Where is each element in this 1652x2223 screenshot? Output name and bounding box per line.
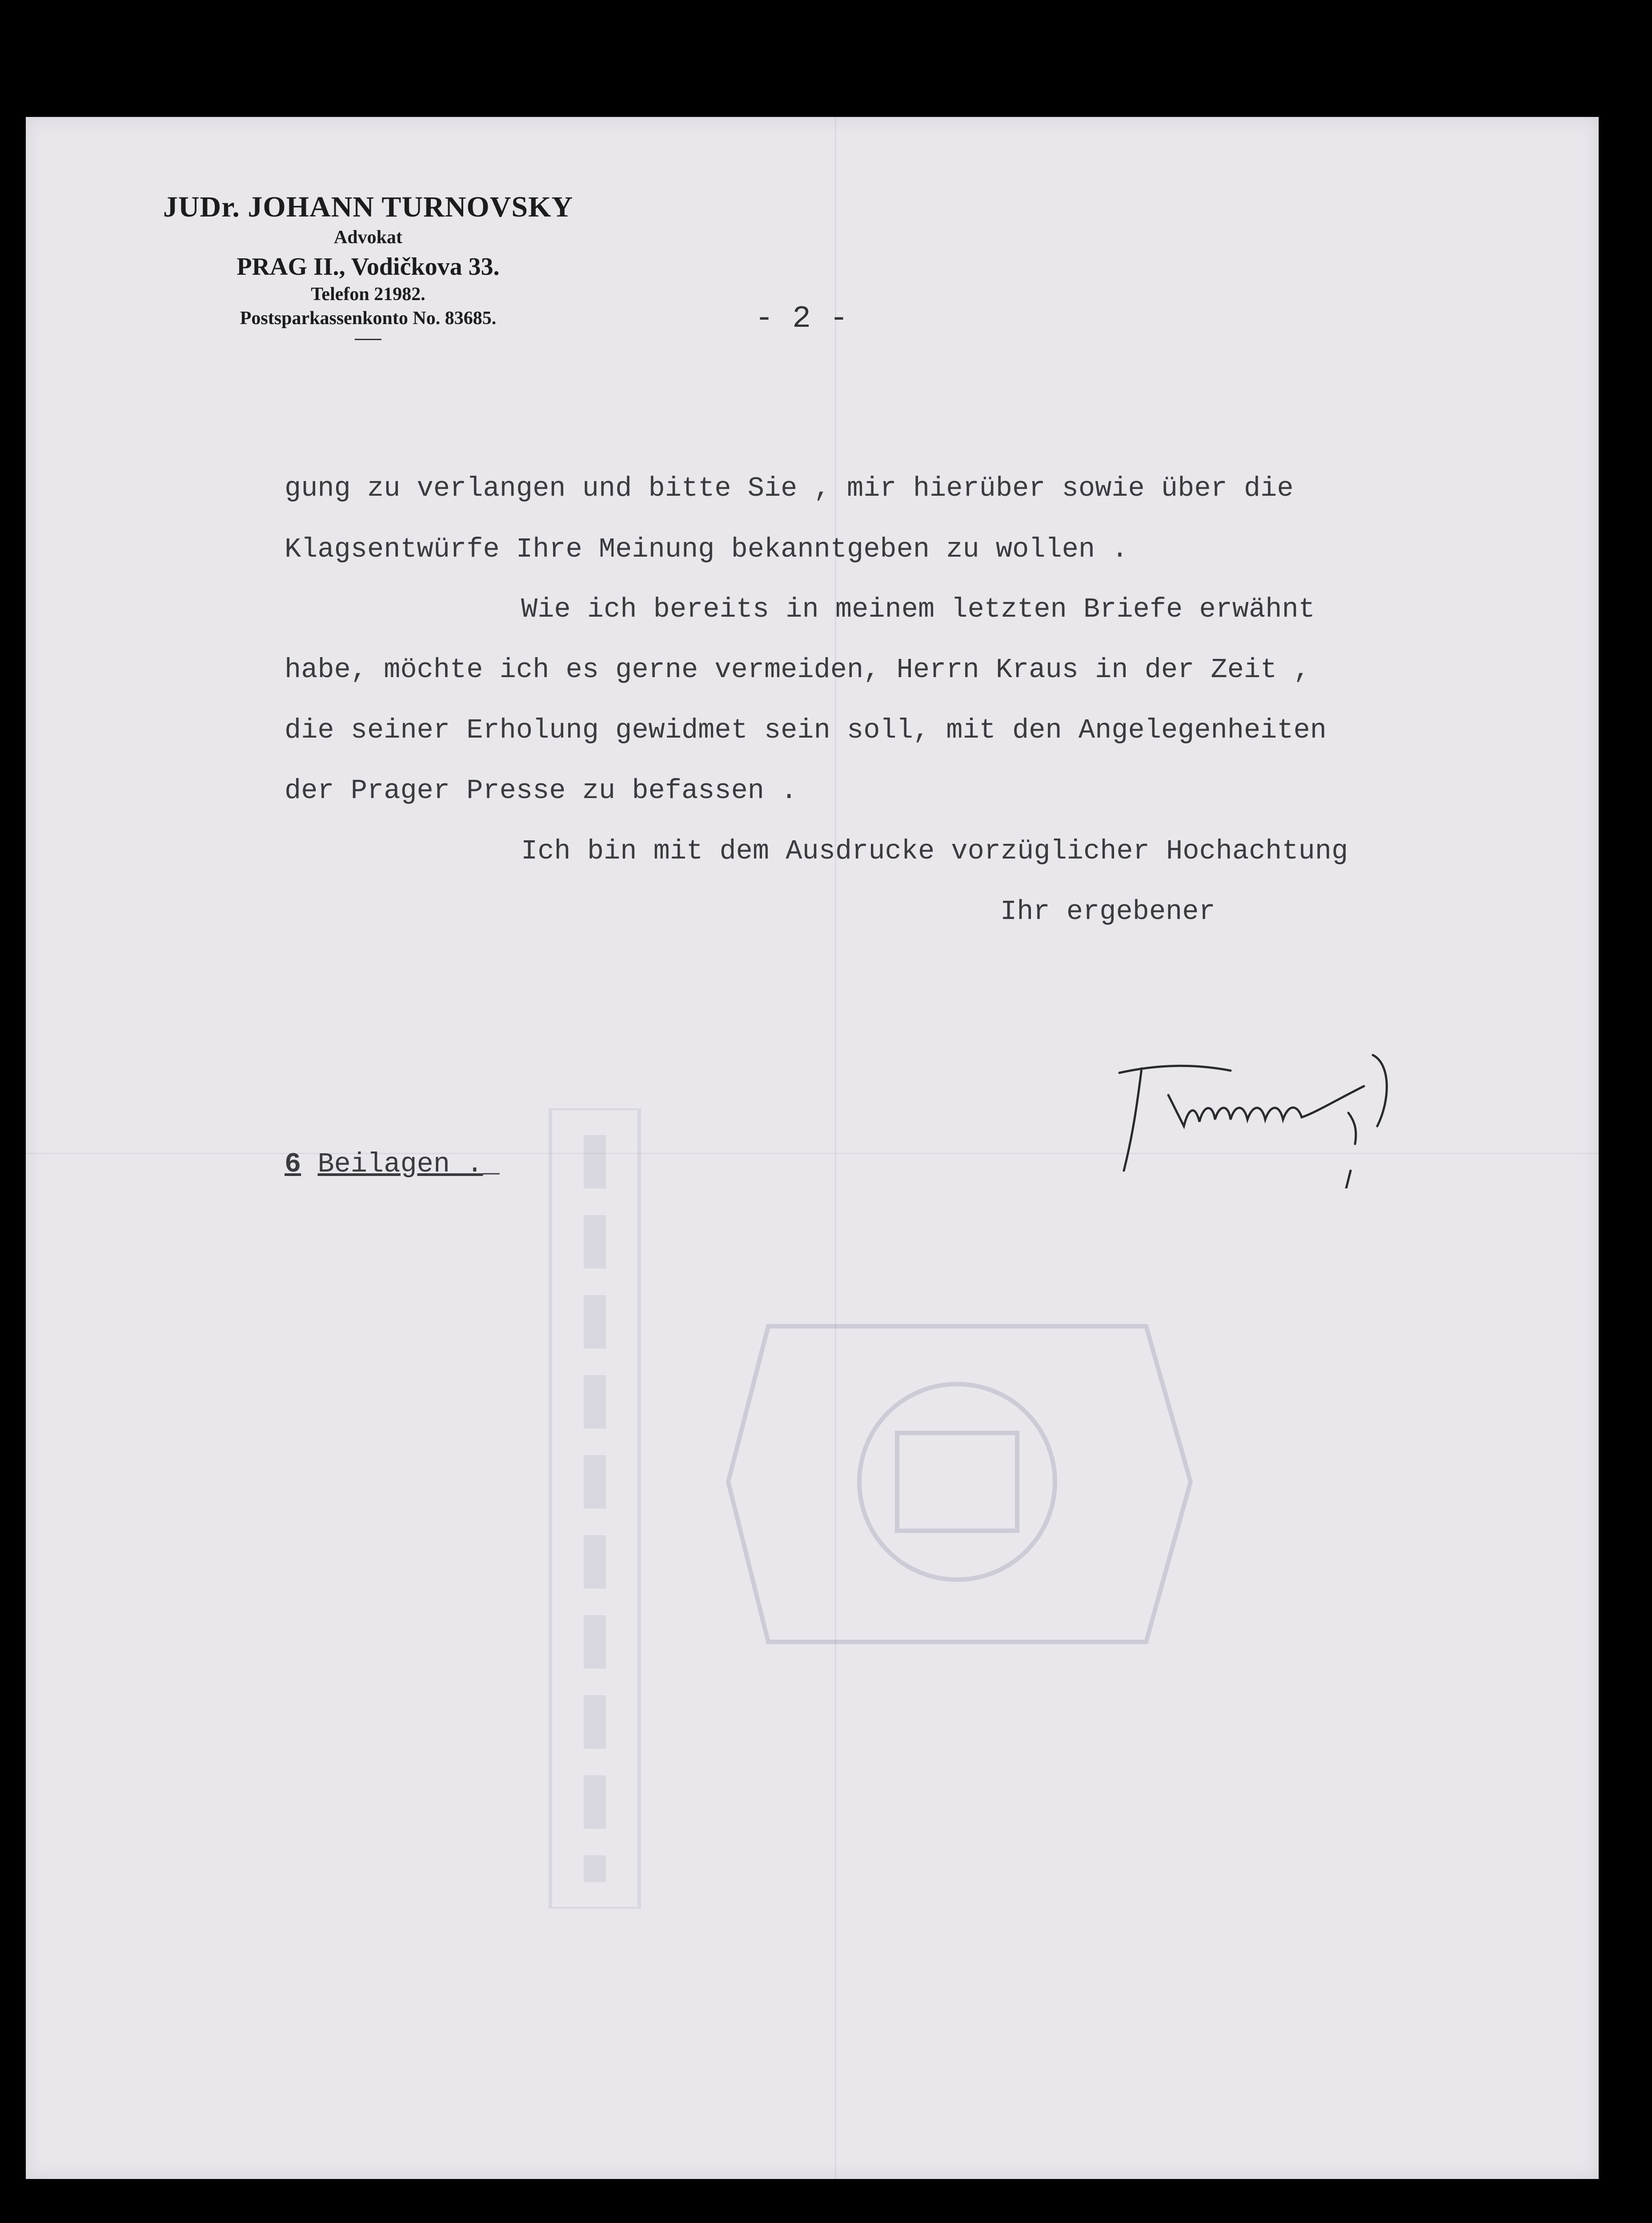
letterhead-address: PRAG II., Vodičkova 33. (237, 253, 500, 281)
letterhead-title: Advokat (333, 227, 403, 248)
enclosure-count: 6 (285, 1148, 301, 1180)
enclosure-label: Beilagen . (317, 1148, 483, 1180)
enclosure-note (285, 1148, 500, 1180)
enclosure-suffix: _ (483, 1148, 500, 1180)
letterhead-name: JUDr. JOHANN TURNOVSKY (163, 191, 573, 223)
page-number: - 2 - (755, 301, 849, 337)
handwritten-signature (1106, 1037, 1515, 1188)
faint-watermark-stamp (702, 1273, 1213, 1695)
letter-page (26, 117, 1599, 2179)
body-line: Klagsentwürfe Ihre Meinung bekanntgeben zu wollen . (285, 534, 1128, 565)
letterhead-rule (355, 339, 381, 340)
body-line: habe, möchte ich es gerne vermeiden, Herrn Kraus in der Zeit , (285, 654, 1310, 686)
body-line: Ich bin mit dem Ausdrucke vorzüglicher Hochachtung (521, 835, 1348, 867)
body-line-closing: Ihr ergebener (1000, 896, 1215, 927)
body-line: gung zu verlangen und bitte Sie , mir hierüber sowie über die (285, 473, 1294, 504)
letterhead-postal-account: Postsparkassenkonto No. 83685. (240, 308, 497, 329)
faint-vertical-stamp (541, 1108, 648, 1909)
body-line: der Prager Presse zu befassen . (285, 775, 798, 807)
body-line: Wie ich bereits in meinem letzten Briefe erwähnt (521, 594, 1315, 625)
body-line: die seiner Erholung gewidmet sein soll, mit den Angelegenheiten (285, 714, 1327, 746)
letterhead-phone: Telefon 21982. (311, 284, 425, 305)
letter-body (285, 473, 1348, 927)
letterhead (112, 190, 624, 340)
fold-line-vertical (835, 117, 836, 2179)
